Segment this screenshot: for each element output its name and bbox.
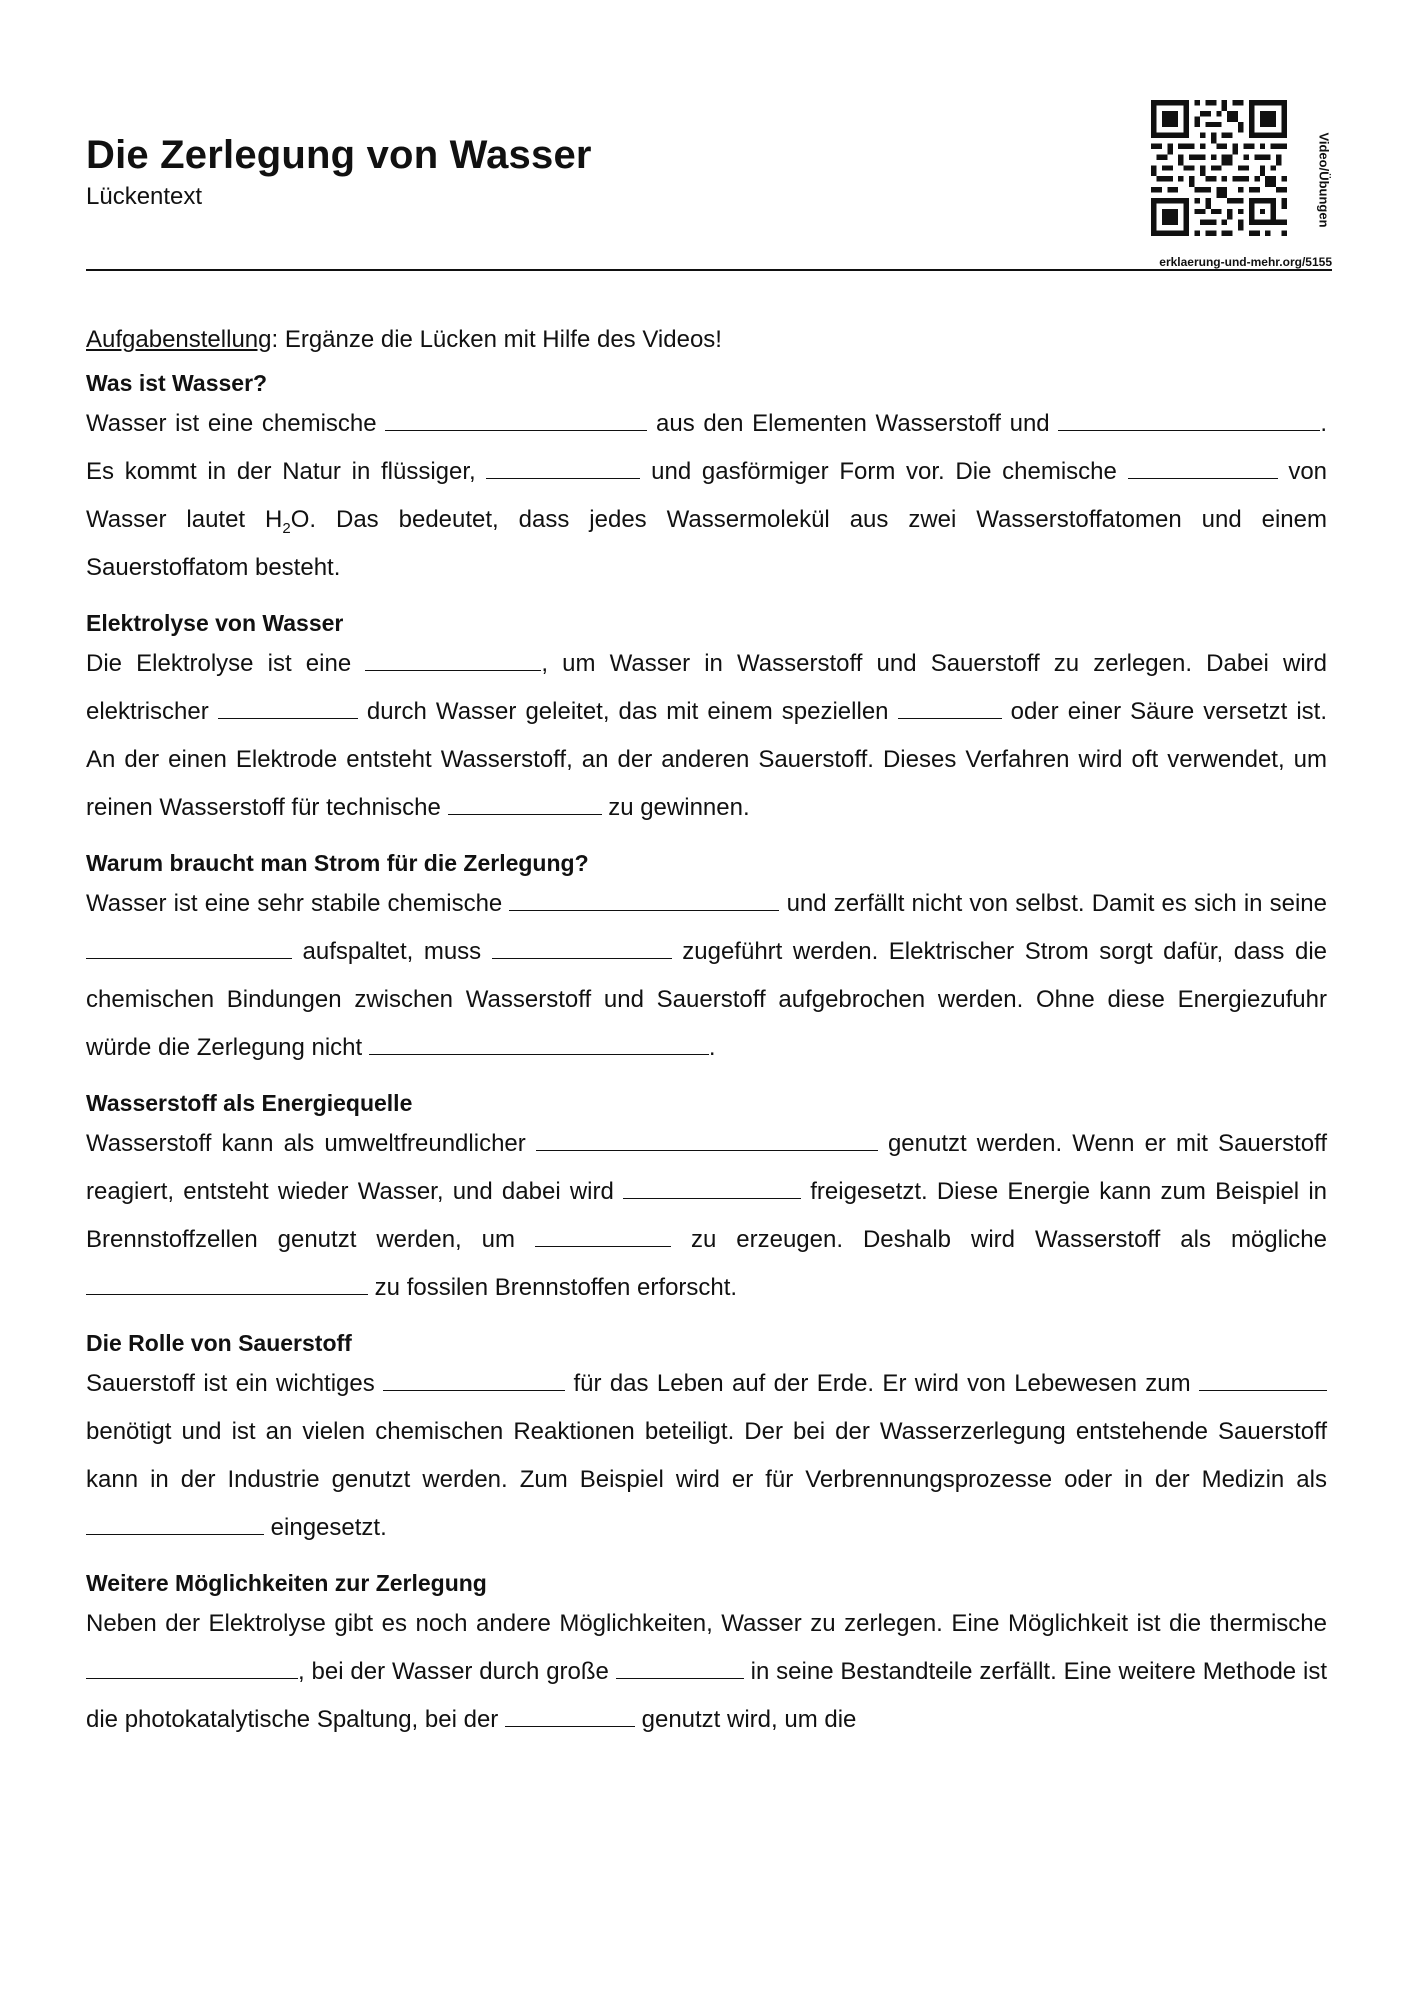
section-title-energiequelle: Wasserstoff als Energiequelle [86, 1090, 413, 1116]
blank-9[interactable] [509, 888, 779, 911]
blank-10[interactable] [86, 936, 292, 959]
blank-4[interactable] [1128, 456, 1278, 479]
blank-22[interactable] [505, 1704, 635, 1727]
video-uebungen-label: Video/Übungen [1316, 132, 1332, 228]
section-text-warum-strom: Wasser ist eine sehr stabile chemische und zerfällt nicht von selbst. Damit es sich in seine aufspaltet, muss zugeführt werden. Elektrischer Strom sorgt dafür, dass die chemischen Bindungen zwischen Wasserstoff und Sauerstoff aufgebrochen werden. Ohne diese Energiezufuhr würde die Zerlegung nicht . [86, 890, 1328, 1061]
page-subtitle: Lückentext [86, 183, 203, 210]
worksheet-header [86, 95, 1332, 271]
blank-5[interactable] [365, 648, 541, 671]
task-label: Aufgabenstellung [86, 326, 272, 353]
section-text-rolle-sauerstoff: Sauerstoff ist ein wichtiges für das Leben auf der Erde. Er wird von Lebewesen zum benötigt und ist an vielen chemischen Reaktionen beteiligt. Der bei der Wasserzerlegung entstehende Sauerstoff kann in der Industrie genutzt werden. Zum Beispiel wird er für Verbrennungsprozesse oder in der Medizin als eingesetzt. [86, 1370, 1327, 1541]
blank-11[interactable] [492, 936, 672, 959]
blank-21[interactable] [616, 1656, 744, 1679]
task-instruction [86, 322, 1327, 358]
blank-6[interactable] [218, 696, 358, 719]
blank-18[interactable] [1199, 1368, 1327, 1391]
blank-12[interactable] [369, 1032, 709, 1055]
blank-7[interactable] [898, 696, 1002, 719]
blank-20[interactable] [86, 1656, 298, 1679]
header-divider [86, 269, 1332, 271]
blank-2[interactable] [1058, 408, 1320, 431]
section-text-elektrolyse: Die Elektrolyse ist eine , um Wasser in Wasserstoff und Sauerstoff zu zerlegen. Dabei wird elektrischer durch Wasser geleitet, das mit einem speziellen oder einer Säure versetzt ist. An der einen Elektrode entsteht Wasserstoff, an der anderen Sauerstoff. Dieses Verfahren wird oft verwendet, um reinen Wasserstoff für technische zu gewinnen. [86, 650, 1328, 821]
blank-13[interactable] [536, 1128, 878, 1151]
section-title-rolle-sauerstoff: Die Rolle von Sauerstoff [86, 1330, 352, 1356]
blank-1[interactable] [385, 408, 647, 431]
blank-3[interactable] [486, 456, 640, 479]
blank-14[interactable] [623, 1176, 801, 1199]
section-title-was-ist-wasser: Was ist Wasser? [86, 370, 268, 396]
source-url[interactable]: erklaerung-und-mehr.org/5155 [1159, 255, 1332, 269]
task-text: : Ergänze die Lücken mit Hilfe des Videos! [271, 326, 722, 353]
blank-16[interactable] [86, 1272, 368, 1295]
section-title-weitere-moeglichkeiten: Weitere Möglichkeiten zur Zerlegung [86, 1570, 487, 1596]
qr-code-icon[interactable] [1151, 100, 1287, 236]
blank-17[interactable] [383, 1368, 565, 1391]
section-text-was-ist-wasser: Wasser ist eine chemische aus den Elementen Wasserstoff und . Es kommt in der Natur in flüssiger, und gasförmiger Form vor. Die chemische von Wasser lautet $H_2O$. Das bedeutet, dass jedes Wassermolekül aus zwei Wasserstoffatomen und einem Sauerstoffatom besteht. [86, 410, 1328, 581]
section-title-warum-strom: Warum braucht man Strom für die Zerlegung? [86, 850, 589, 876]
section-title-elektrolyse: Elektrolyse von Wasser [86, 610, 344, 636]
section-text-weitere-moeglichkeiten: Neben der Elektrolyse gibt es noch andere Möglichkeiten, Wasser zu zerlegen. Eine Möglichkeit ist die thermische , bei der Wasser durch große in seine Bestandteile zerfällt. Eine weitere Methode ist die photokatalytische Spaltung, bei der genutzt wird, um die [86, 1610, 1328, 1733]
page-title: Die Zerlegung von Wasser [86, 133, 592, 177]
worksheet-body [86, 322, 1327, 1758]
section-text-energiequelle: Wasserstoff kann als umweltfreundlicher genutzt werden. Wenn er mit Sauerstoff reagiert, entsteht wieder Wasser, und dabei wird freigesetzt. Diese Energie kann zum Beispiel in Brennstoffzellen genutzt werden, um zu erzeugen. Deshalb wird Wasserstoff als mögliche zu fossilen Brennstoffen erforscht. [86, 1130, 1328, 1301]
blank-19[interactable] [86, 1512, 264, 1535]
blank-8[interactable] [448, 792, 602, 815]
blank-15[interactable] [535, 1224, 671, 1247]
